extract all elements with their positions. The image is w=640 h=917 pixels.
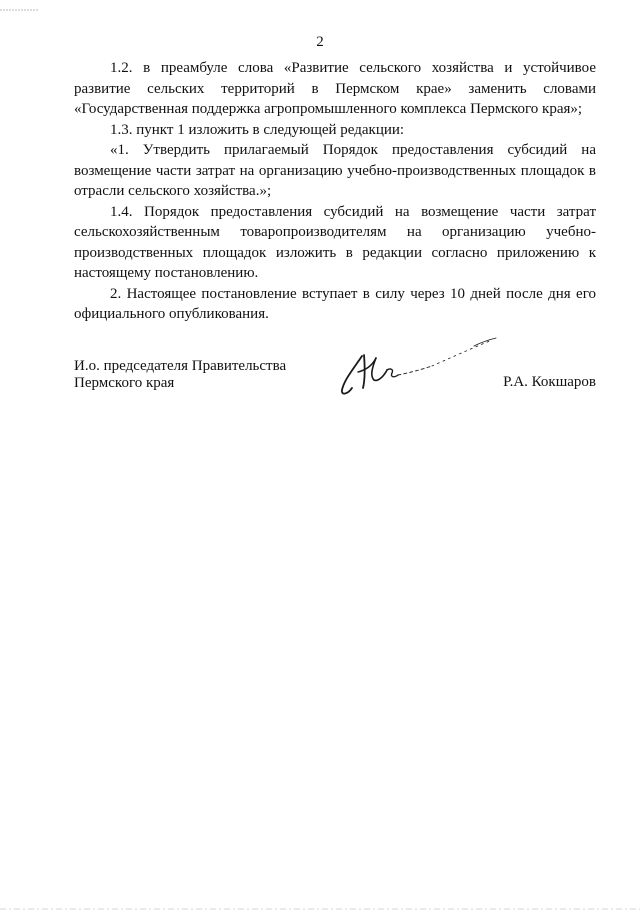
page-number: 2 — [316, 34, 324, 50]
signer-name: Р.А. Кокшаров — [503, 374, 596, 390]
document-body — [74, 58, 596, 325]
paragraph-1-2: 1.2. в преамбуле слова «Развитие сельского хозяйства и устойчивое развитие сельских территорий в Пермском крае» заменить словами «Государственная поддержка агропромышленного комплекса Пермского края»; — [74, 60, 596, 117]
signer-position-line-2: Пермского края — [74, 375, 175, 391]
paragraph-1-4: 1.4. Порядок предоставления субсидий на возмещение части затрат сельскохозяйственным товаропроизводителям на организацию учебно-производственных площадок изложить в редакции согласно приложению к настоящему постановлению. — [74, 203, 596, 281]
paragraph-quoted-item-1: «1. Утвердить прилагаемый Порядок предоставления субсидий на возмещение части затрат на организацию учебно-производственных площадок в отрасли сельского хозяйства.»; — [74, 142, 596, 199]
signature-block — [74, 358, 596, 418]
scan-bottom-edge-artifact — [0, 899, 640, 905]
handwritten-signature — [332, 328, 502, 402]
paragraph-1-3: 1.3. пункт 1 изложить в следующей редакции: — [110, 121, 405, 138]
paragraph-2: 2. Настоящее постановление вступает в силу через 10 дней после дня его официального опубликования. — [74, 285, 596, 322]
signer-position-line-1: И.о. председателя Правительства — [74, 358, 287, 374]
signer-position — [74, 358, 314, 392]
scan-corner-artifact — [0, 0, 40, 4]
